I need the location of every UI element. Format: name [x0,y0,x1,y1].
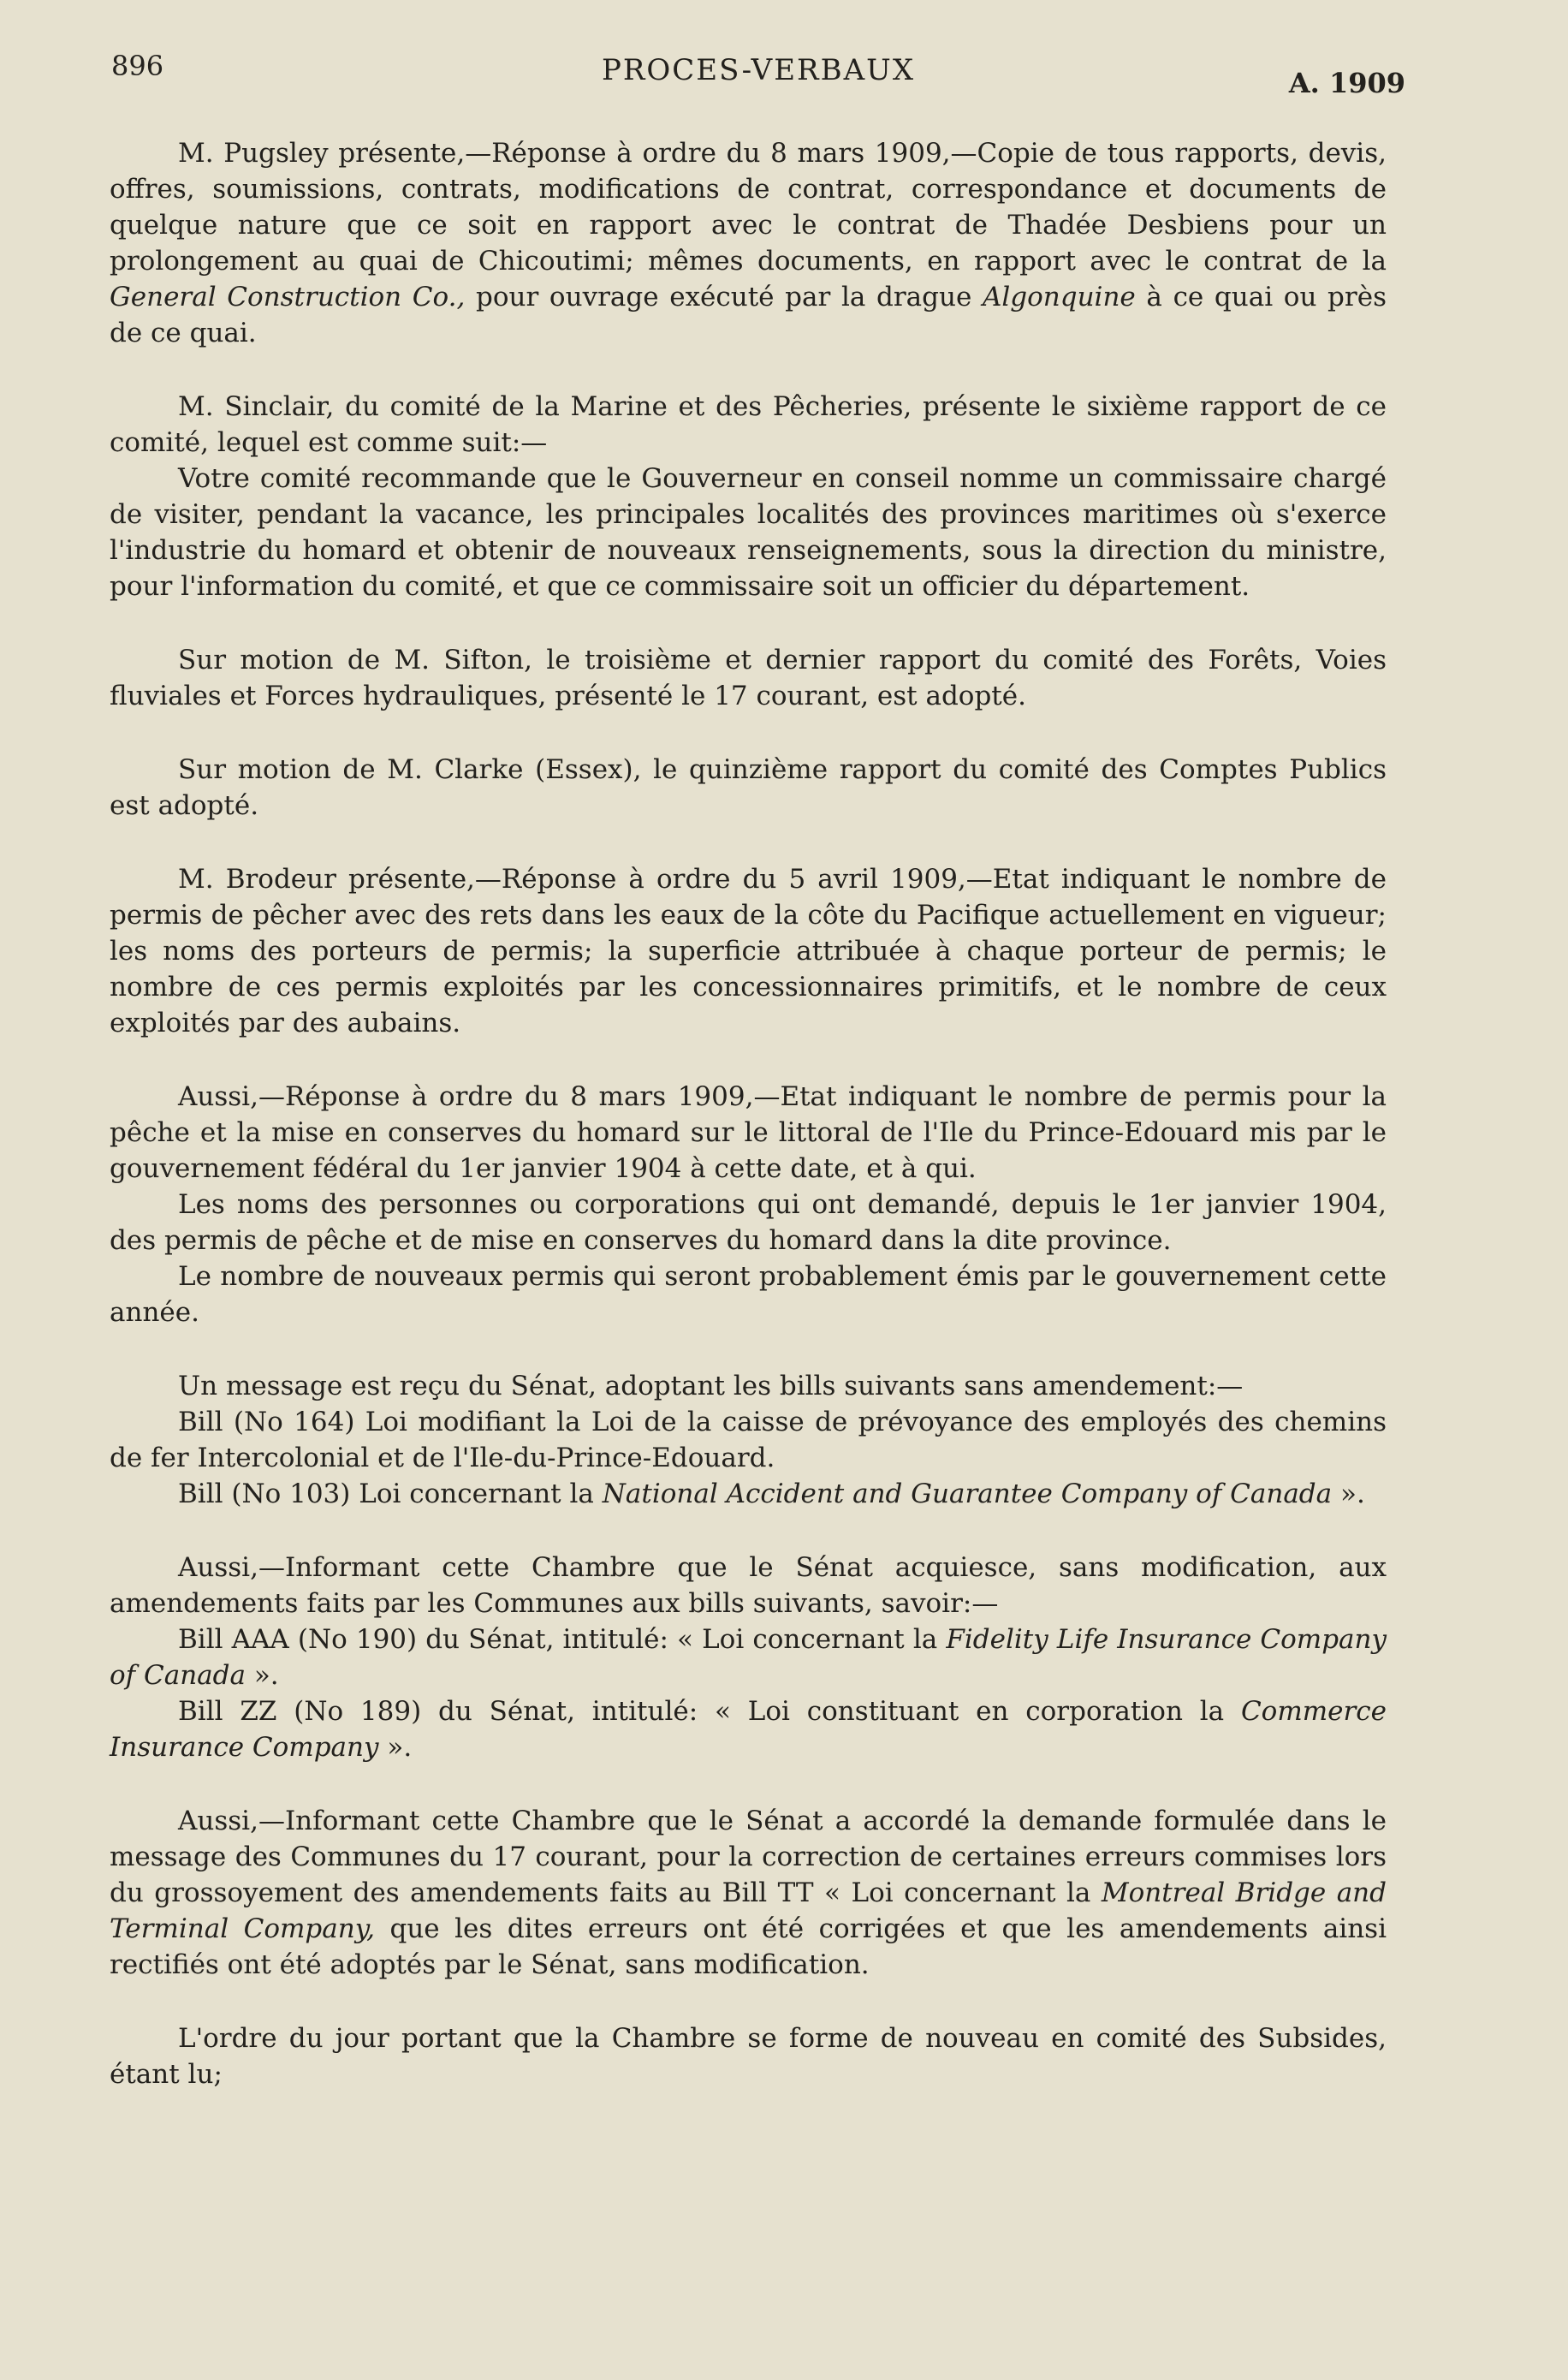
italic-company-name: Montreal Bridge and Terminal Company, [110,1877,1387,1944]
paragraph-lobster-permits [110,1079,1387,1330]
sinclair-report: Votre comité recommande que le Gouverneur en conseil nomme un commissaire chargé de visiter, pendant la vacance, les principales localités des provinces maritimes où s'exerce l'industrie du homard et obtenir de nouveaux renseignements, sous la direction du ministre, pour l'information du comité, et que ce commissaire soit un officier du département. [110,463,1387,602]
sifton-motion: Sur motion de M. Sifton, le troisième et dernier rapport du comité des Forêts, Voies fluviales et Forces hydrauliques, présenté le 17 courant, est adopté. [110,645,1387,711]
italic-company-name: Fidelity Life Insurance Company of Canada [110,1624,1387,1691]
page-body [110,135,1387,2130]
text-run: pour ouvrage exécuté par la drague [465,282,983,312]
italic-company-name: National Accident and Guarantee Company of Canada [602,1479,1333,1509]
sinclair-intro: M. Sinclair, du comité de la Marine et des Pêcheries, présente le sixième rapport de ce comité, lequel est comme suit:— [110,391,1387,458]
bill-164: Bill (No 164) Loi modifiant la Loi de la caisse de prévoyance des employés des chemins de fer Intercolonial et de l'Ile-du-Prince-Edouard. [110,1407,1387,1473]
session-year: A. 1909 [1288,67,1405,99]
italic-company-name: Commerce Insurance Company [110,1696,1387,1763]
page-header [111,50,1405,101]
text-run: que les dites erreurs ont été corrigées et que les amendements ainsi rectifiés ont été adoptés par le Sénat, sans modification. [110,1913,1387,1980]
text-run: à ce quai ou près de ce quai. [110,282,1387,348]
text-run: M. Pugsley présente,—Réponse à ordre du 8 mars 1909,—Copie de tous rapports, devis, offres, soumissions, contrats, modifications de contrat, correspondance et documents de quelque nature que ce soit en rapport avec le contrat de Thadée Desbiens pour un prolongement au quai de Chicoutimi; mêmes documents, en rapport avec le contrat de la [110,138,1387,277]
senate-message-intro: Un message est reçu du Sénat, adoptant les bills suivants sans amendement:— [178,1371,1244,1401]
text-run: ». [1332,1479,1365,1509]
text-run: Bill (No 103) Loi concernant la [178,1479,603,1509]
paragraph-sifton [110,642,1387,714]
lobster-return: Aussi,—Réponse à ordre du 8 mars 1909,—Etat indiquant le nombre de permis pour la pêche et la mise en conserves du homard sur le littoral de l'Ile du Prince-Edouard mis par le gouvernement fédéral du 1er janvier 1904 à cette date, et à qui. [110,1081,1387,1184]
paragraph-senate-acquiesce [110,1550,1387,1765]
paragraph-senate-message [110,1368,1387,1512]
text-run: Bill ZZ (No 189) du Sénat, intitulé: « Loi constituant en corporation la [178,1696,1241,1727]
page-number: 896 [111,50,164,82]
clarke-motion: Sur motion de M. Clarke (Essex), le quinzième rapport du comité des Comptes Publics est adopté. [110,754,1387,821]
bill-103 [110,1476,1387,1512]
paragraph-sinclair [110,389,1387,604]
brodeur-return: M. Brodeur présente,—Réponse à ordre du 5 avril 1909,—Etat indiquant le nombre de permis de pêcher avec des rets dans les eaux de la côte du Pacifique actuellement en vigueur; les noms des porteurs de permis; la superficie attribuée à chaque porteur de permis; le nombre de ces permis exploités par les concessionnaires primitifs, et le nombre de ceux exploités par des aubains. [110,864,1387,1038]
text-run: Bill AAA (No 190) du Sénat, intitulé: « Loi concernant la [178,1624,947,1655]
lobster-applicants: Les noms des personnes ou corporations qui ont demandé, depuis le 1er janvier 1904, des permis de pêche et de mise en conserves du homard dans la dite province. [110,1189,1387,1256]
italic-vessel-name: Algonquine [982,282,1136,312]
paragraph-senate-correction [110,1803,1387,1983]
order-of-day: L'ordre du jour portant que la Chambre se forme de nouveau en comité des Subsides, étant lu; [110,2023,1387,2090]
paragraph-order-of-day [110,2020,1387,2092]
bill-zz [110,1693,1387,1765]
paragraph-clarke [110,752,1387,824]
senate-acquiesce-intro: Aussi,—Informant cette Chambre que le Sénat acquiesce, sans modification, aux amendements faits par les Communes aux bills suivants, savoir:— [110,1552,1387,1619]
running-head: PROCES-VERBAUX [601,53,916,87]
italic-company-name: General Construction Co., [110,282,466,312]
paragraph-pugsley [110,135,1387,351]
text-run: ». [378,1732,413,1763]
text-run: Aussi,—Informant cette Chambre que le Sénat a accordé la demande formulée dans le message des Communes du 17 courant, pour la correction de certaines erreurs commises lors du grossoyement des amendements faits au Bill TT « Loi concernant la [110,1806,1387,1908]
text-run: ». [245,1660,279,1691]
paragraph-brodeur [110,861,1387,1041]
lobster-new-permits: Le nombre de nouveaux permis qui seront probablement émis par le gouvernement cette année. [110,1261,1387,1328]
bill-aaa [110,1621,1387,1693]
